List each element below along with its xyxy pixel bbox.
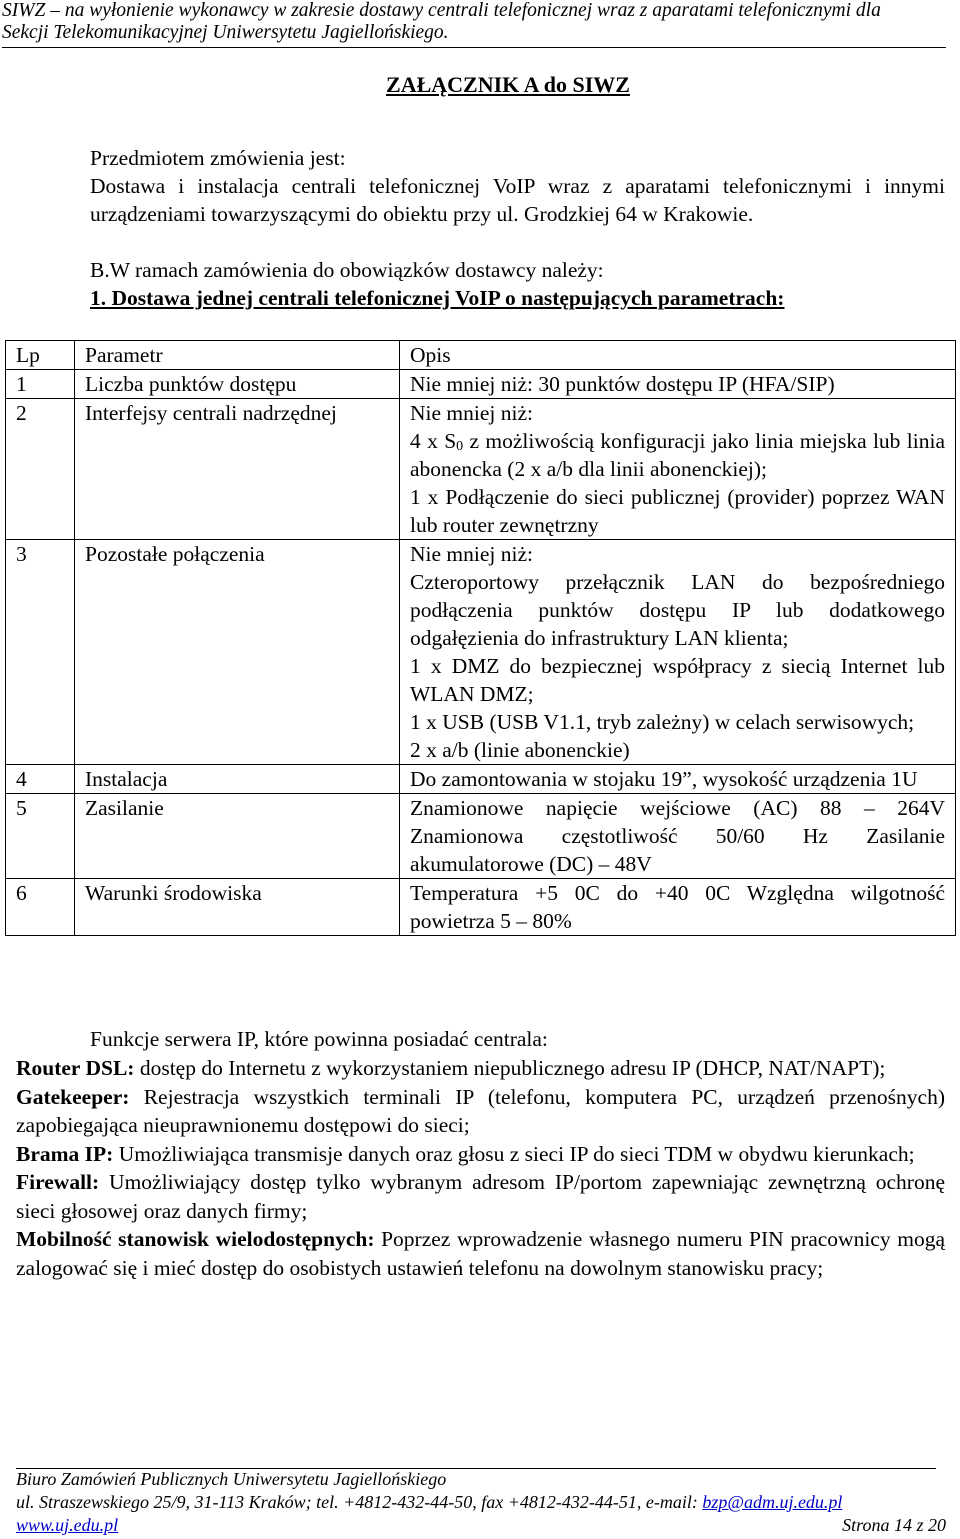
intro-block	[90, 144, 945, 228]
row-lp: 5	[6, 794, 75, 879]
function-item	[16, 1140, 945, 1169]
desc-line: Czteroportowy przełącznik LAN do bezpośredniego podłączenia punktów dostępu IP lub dodatkowego odgałęzienia do infrastruktury LAN klienta;	[410, 570, 945, 650]
row-opis	[400, 540, 956, 765]
function-desc: Rejestracja wszystkich terminali IP (telefonu, komputera PC, urządzeń przenośnych) zapobiegająca nieuprawnionemu dostępowi do sieci;	[16, 1084, 945, 1137]
row-parametr: Pozostałe połączenia	[75, 540, 400, 765]
desc-line: Nie mniej niż:	[410, 542, 533, 566]
parameters-table	[5, 340, 956, 936]
desc-line: Nie mniej niż:	[410, 401, 533, 425]
function-item	[16, 1054, 945, 1083]
scope-line: B.W ramach zamówienia do obowiązków dostawcy należy:	[90, 258, 604, 282]
header-opis: Opis	[400, 341, 956, 370]
row-lp: 1	[6, 370, 75, 399]
desc-line: 1 x Podłączenie do sieci publicznej (provider) poprzez WAN lub router zewnętrzny	[410, 485, 945, 537]
function-desc: dostęp do Internetu z wykorzystaniem niepublicznego adresu IP (DHCP, NAT/NAPT);	[134, 1056, 886, 1080]
function-item	[16, 1083, 945, 1140]
desc-line-s0	[410, 427, 945, 483]
function-item	[16, 1225, 945, 1282]
desc-line: Temperatura +5 0C do +40 0C Względna wilgotność powietrza 5 – 80%	[410, 881, 945, 933]
row-parametr: Liczba punktów dostępu	[75, 370, 400, 399]
footer-address	[16, 1491, 946, 1513]
header-line-1: SIWZ – na wyłonienie wykonawcy w zakresie dostawy centrali telefonicznej wraz z aparatami telefonicznymi dla	[2, 0, 881, 21]
functions-heading: Funkcje serwera IP, które powinna posiadać centrala:	[90, 1027, 548, 1051]
row-opis	[400, 794, 956, 879]
row-parametr: Interfejsy centrali nadrzędnej	[75, 399, 400, 540]
intro-line-2: Dostawa i instalacja centrali telefonicznej VoIP wraz z aparatami telefonicznymi i innymi urządzeniami towarzyszącymi do obiektu przy ul. Grodzkiej 64 w Krakowie.	[90, 174, 945, 226]
function-item	[16, 1168, 945, 1225]
table-row	[6, 794, 956, 879]
footer-org: Biuro Zamówień Publicznych Uniwersytetu Jagiellońskiego	[16, 1469, 447, 1489]
desc-s0-subscript: 0	[456, 439, 464, 454]
row-parametr: Instalacja	[75, 765, 400, 794]
desc-line: Znamionowe napięcie wejściowe (AC) 88 – 264V Znamionowa częstotliwość 50/60 Hz Zasilanie akumulatorowe (DC) – 48V	[410, 796, 945, 876]
row-opis	[400, 879, 956, 936]
row-lp: 3	[6, 540, 75, 765]
row-parametr: Zasilanie	[75, 794, 400, 879]
desc-line: Nie mniej niż: 30 punktów dostępu IP (HFA/SIP)	[410, 372, 835, 396]
page-number: Strona 14 z 20	[842, 1515, 946, 1535]
footer-website-link[interactable]: www.uj.edu.pl	[16, 1515, 119, 1535]
row-parametr: Warunki środowiska	[75, 879, 400, 936]
table-row	[6, 540, 956, 765]
footer-bottom-line	[16, 1514, 946, 1536]
footer-email-link[interactable]: bzp@adm.uj.edu.pl	[702, 1492, 843, 1512]
function-desc: Poprzez wprowadzenie własnego numeru PIN pracownicy mogą zalogować się i mieć dostęp do osobistych ustawień telefonu na dowolnym stanowisku pracy;	[16, 1227, 945, 1280]
table-row	[6, 370, 956, 399]
table-row	[6, 765, 956, 794]
desc-line: 2 x a/b (linie abonenckie)	[410, 738, 630, 762]
row-lp: 2	[6, 399, 75, 540]
desc-line: 1 x DMZ do bezpiecznej współpracy z siecią Internet lub WLAN DMZ;	[410, 654, 945, 706]
desc-line: Do zamontowania w stojaku 19”, wysokość urządzenia 1U	[410, 767, 918, 791]
function-term: Mobilność stanowisk wielodostępnych:	[16, 1227, 375, 1251]
row-lp: 4	[6, 765, 75, 794]
running-header	[2, 0, 946, 44]
desc-s0-suffix: z możliwością konfiguracji jako linia miejska lub linia abonencka (2 x a/b dla linii abonenckiej);	[410, 429, 945, 481]
function-term: Router DSL:	[16, 1056, 135, 1080]
functions-list	[16, 1054, 945, 1282]
row-opis	[400, 765, 956, 794]
row-opis	[400, 399, 956, 540]
header-lp: Lp	[6, 341, 75, 370]
row-lp: 6	[6, 879, 75, 936]
intro-line-1: Przedmiotem zmówienia jest:	[90, 146, 346, 170]
function-term: Firewall:	[16, 1170, 100, 1194]
function-desc: Umożliwiający dostęp tylko wybranym adresom IP/portom zapewniając zewnętrzną ochronę sieci głosowej oraz danych firmy;	[16, 1170, 945, 1223]
table-header-row	[6, 341, 956, 370]
desc-line: 1 x USB (USB V1.1, tryb zależny) w celach serwisowych;	[410, 710, 915, 734]
function-term: Gatekeeper:	[16, 1084, 130, 1109]
table-row	[6, 879, 956, 936]
row-opis	[400, 370, 956, 399]
section-heading: 1. Dostawa jednej centrali telefonicznej VoIP o następujących parametrach:	[90, 286, 785, 310]
header-rule	[2, 47, 946, 48]
header-line-2: Sekcji Telekomunikacyjnej Uniwersytetu Jagiellońskiego.	[2, 22, 449, 43]
footer-address-text: ul. Straszewskiego 25/9, 31-113 Kraków; tel. +4812-432-44-50, fax +4812-432-44-51, e-mail:	[16, 1492, 703, 1512]
header-parametr: Parametr	[75, 341, 400, 370]
annex-title: ZAŁĄCZNIK A do SIWZ	[386, 72, 630, 97]
table-row	[6, 399, 956, 540]
function-desc: Umożliwiająca transmisje danych oraz głosu z sieci IP do sieci TDM w obydwu kierunkach;	[113, 1141, 915, 1166]
function-term: Brama IP:	[16, 1141, 114, 1166]
desc-s0-prefix: 4 x S	[410, 429, 457, 453]
